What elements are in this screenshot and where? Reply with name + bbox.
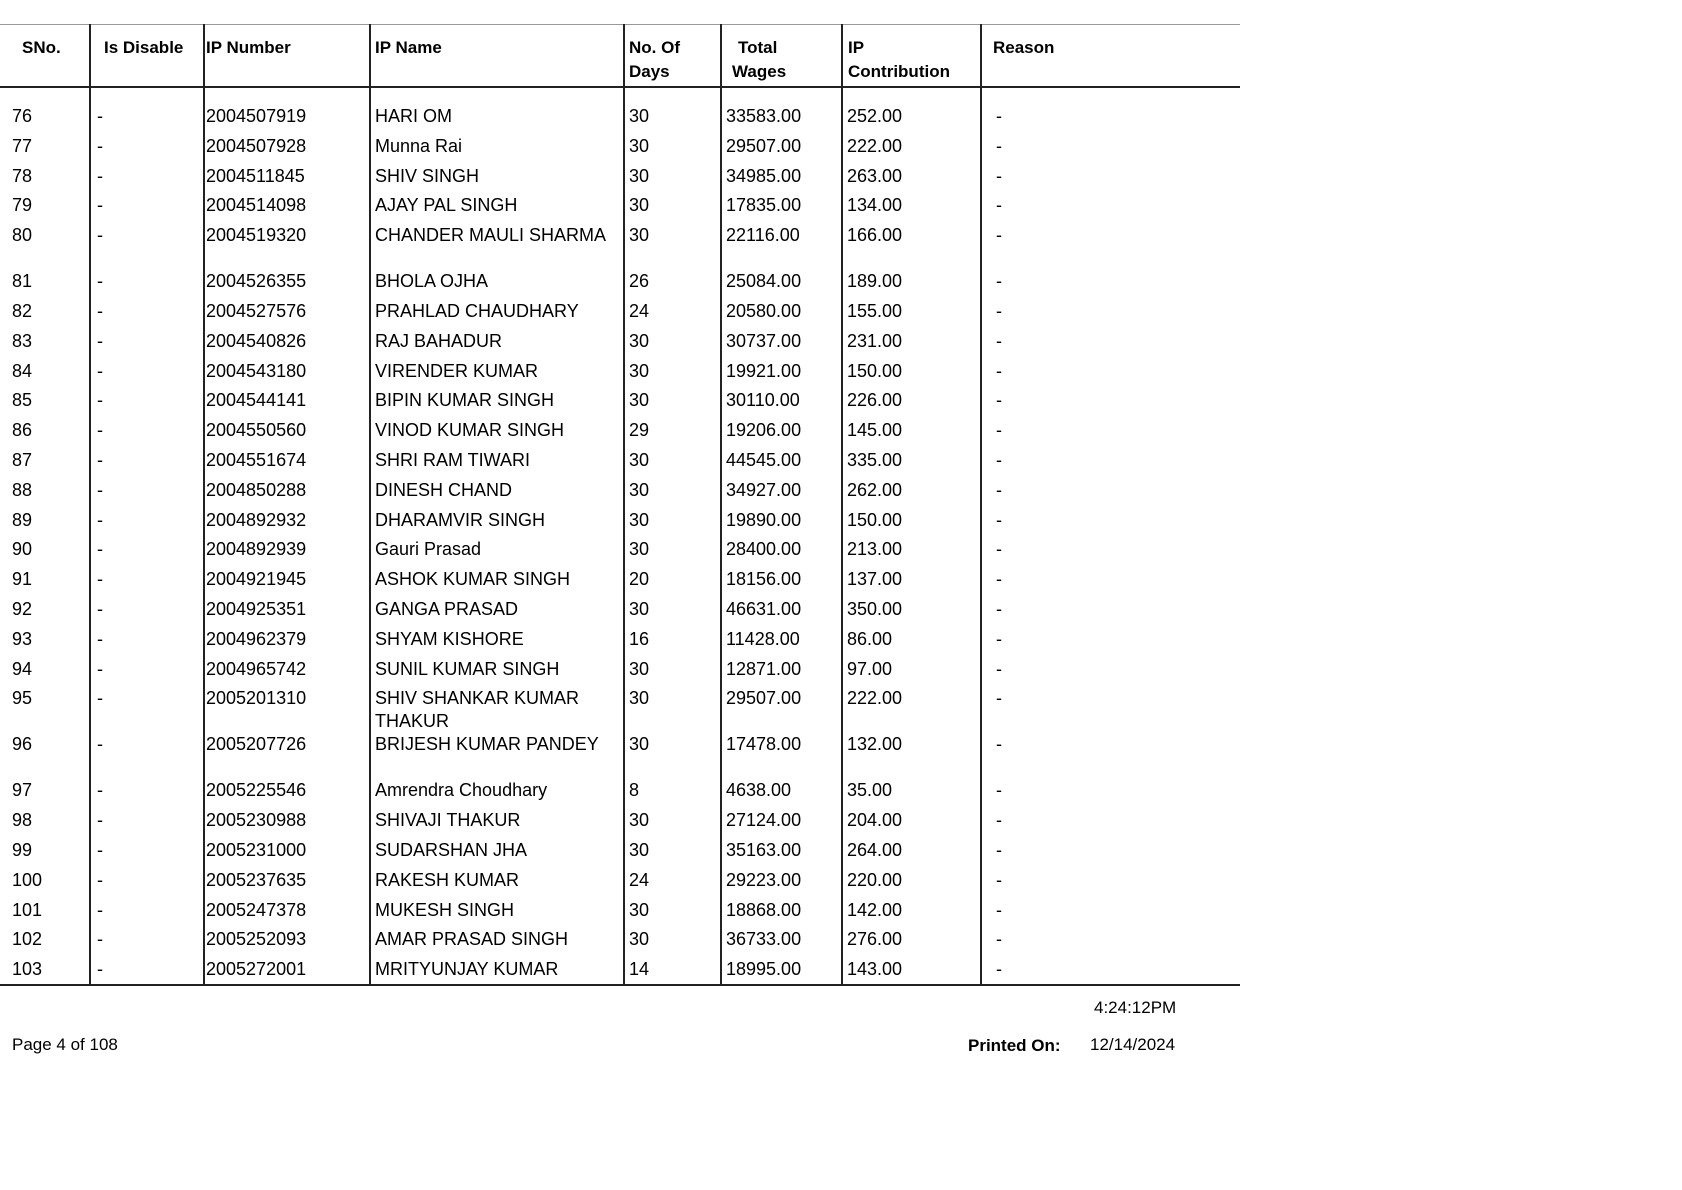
cell-ip-name: AJAY PAL SINGH xyxy=(375,195,518,216)
cell-days: 30 xyxy=(629,225,650,246)
cell-ip-number: 2004507928 xyxy=(206,135,307,156)
header-ip-number: IP Number xyxy=(206,38,291,57)
cell-reason: - xyxy=(996,330,1002,351)
cell-ip-name: BIPIN KUMAR SINGH xyxy=(375,390,555,411)
cell-ip-name: SHIV SHANKAR KUMAR THAKUR xyxy=(375,688,580,732)
cell-sno: 79 xyxy=(12,195,33,216)
cell-ip-number: 2004965742 xyxy=(206,658,307,679)
cell-sno: 91 xyxy=(12,569,33,590)
cell-ip-name: GANGA PRASAD xyxy=(375,599,519,619)
header-wages-line2: Wages xyxy=(732,62,787,81)
cell-days: 24 xyxy=(629,301,650,321)
cell-is-disable: - xyxy=(97,810,103,831)
cell-reason: - xyxy=(996,599,1002,619)
cell-ip-number: 2005201310 xyxy=(206,688,307,709)
cell-is-disable: - xyxy=(97,688,103,709)
cell-ip-contribution: 143.00 xyxy=(847,959,903,980)
header-is-disable: Is Disable xyxy=(104,38,184,57)
cell-days: 30 xyxy=(629,929,650,950)
cell-sno: 84 xyxy=(12,360,33,381)
cell-total-wages: 28400.00 xyxy=(726,539,802,560)
cell-is-disable: - xyxy=(97,840,103,860)
cell-days: 30 xyxy=(629,810,650,831)
cell-is-disable: - xyxy=(97,539,103,560)
cell-total-wages: 19206.00 xyxy=(726,420,802,441)
cell-ip-name: PRAHLAD CHAUDHARY xyxy=(375,301,579,321)
cell-sno: 89 xyxy=(12,509,33,530)
header-total-wages xyxy=(732,36,787,84)
cell-total-wages: 36733.00 xyxy=(726,929,802,950)
cell-reason: - xyxy=(996,165,1002,186)
cell-days: 30 xyxy=(629,330,650,351)
cell-is-disable: - xyxy=(97,225,103,246)
cell-ip-contribution: 263.00 xyxy=(847,165,903,186)
cell-reason: - xyxy=(996,840,1002,860)
cell-reason: - xyxy=(996,658,1002,679)
cell-ip-name: DINESH CHAND xyxy=(375,479,513,500)
cell-is-disable: - xyxy=(97,360,103,381)
cell-ip-contribution: 220.00 xyxy=(847,869,903,890)
cell-reason: - xyxy=(996,106,1002,126)
cell-reason: - xyxy=(996,628,1002,649)
cell-sno: 92 xyxy=(12,599,33,619)
cell-total-wages: 44545.00 xyxy=(726,450,802,470)
cell-sno: 88 xyxy=(12,479,33,500)
column-divider xyxy=(980,24,982,986)
cell-reason: - xyxy=(996,450,1002,470)
cell-ip-name: DHARAMVIR SINGH xyxy=(375,509,546,530)
cell-is-disable: - xyxy=(97,658,103,679)
cell-is-disable: - xyxy=(97,899,103,920)
cell-days: 30 xyxy=(629,599,650,619)
cell-ip-name: Munna Rai xyxy=(375,135,463,156)
cell-reason: - xyxy=(996,225,1002,246)
cell-sno: 81 xyxy=(12,271,33,292)
cell-ip-name: BRIJESH KUMAR PANDEY xyxy=(375,734,599,755)
header-reason: Reason xyxy=(993,38,1055,57)
cell-ip-name: SUDARSHAN JHA xyxy=(375,840,528,860)
cell-sno: 101 xyxy=(12,899,43,920)
cell-reason: - xyxy=(996,390,1002,411)
cell-total-wages: 18868.00 xyxy=(726,899,802,920)
cell-ip-number: 2005237635 xyxy=(206,869,307,890)
cell-ip-contribution: 86.00 xyxy=(847,628,893,649)
cell-reason: - xyxy=(996,959,1002,980)
cell-days: 30 xyxy=(629,165,650,186)
column-divider xyxy=(623,24,625,986)
cell-reason: - xyxy=(996,509,1002,530)
table-bottom-border xyxy=(0,984,1240,986)
cell-is-disable: - xyxy=(97,959,103,980)
cell-ip-number: 2004551674 xyxy=(206,450,307,470)
cell-ip-name: HARI OM xyxy=(375,106,453,126)
header-days xyxy=(629,36,680,84)
cell-ip-contribution: 222.00 xyxy=(847,688,903,709)
header-ip-contribution xyxy=(848,36,950,84)
cell-reason: - xyxy=(996,929,1002,950)
cell-days: 30 xyxy=(629,106,650,126)
cell-ip-name: SUNIL KUMAR SINGH xyxy=(375,658,560,679)
cell-days: 30 xyxy=(629,479,650,500)
cell-ip-name: RAJ BAHADUR xyxy=(375,330,503,351)
cell-total-wages: 11428.00 xyxy=(726,628,800,649)
cell-total-wages: 35163.00 xyxy=(726,840,802,860)
cell-days: 30 xyxy=(629,360,650,381)
cell-is-disable: - xyxy=(97,330,103,351)
cell-total-wages: 17835.00 xyxy=(726,195,802,216)
cell-ip-name: SHYAM KISHORE xyxy=(375,628,524,649)
cell-ip-number: 2005225546 xyxy=(206,780,307,801)
cell-total-wages: 29507.00 xyxy=(726,135,802,156)
cell-is-disable: - xyxy=(97,301,103,321)
header-bottom-border xyxy=(0,86,1240,88)
cell-sno: 80 xyxy=(12,225,33,246)
cell-ip-contribution: 335.00 xyxy=(847,450,903,470)
cell-ip-contribution: 137.00 xyxy=(847,569,903,590)
cell-is-disable: - xyxy=(97,509,103,530)
cell-ip-contribution: 350.00 xyxy=(847,599,903,619)
cell-ip-name: AMAR PRASAD SINGH xyxy=(375,929,569,950)
header-sno: SNo. xyxy=(22,38,61,57)
print-date: 12/14/2024 xyxy=(1090,1035,1176,1054)
cell-is-disable: - xyxy=(97,195,103,216)
cell-days: 29 xyxy=(629,420,650,441)
table-top-border xyxy=(0,24,1240,25)
cell-total-wages: 4638.00 xyxy=(726,780,792,801)
cell-days: 30 xyxy=(629,195,650,216)
cell-ip-name: SHIVAJI THAKUR xyxy=(375,810,521,831)
cell-is-disable: - xyxy=(97,390,103,411)
cell-total-wages: 20580.00 xyxy=(726,301,802,321)
cell-ip-number: 2005231000 xyxy=(206,840,307,860)
cell-ip-contribution: 252.00 xyxy=(847,106,903,126)
cell-ip-contribution: 262.00 xyxy=(847,479,903,500)
cell-is-disable: - xyxy=(97,450,103,470)
cell-sno: 90 xyxy=(12,539,33,560)
cell-is-disable: - xyxy=(97,929,103,950)
cell-is-disable: - xyxy=(97,569,103,590)
cell-sno: 95 xyxy=(12,688,33,709)
cell-ip-contribution: 276.00 xyxy=(847,929,903,950)
cell-reason: - xyxy=(996,360,1002,381)
cell-sno: 85 xyxy=(12,390,33,411)
cell-ip-number: 2005247378 xyxy=(206,899,307,920)
printed-on-label: Printed On: xyxy=(968,1036,1061,1055)
cell-ip-contribution: 155.00 xyxy=(847,301,903,321)
header-days-line1: No. Of xyxy=(629,38,680,57)
cell-ip-contribution: 231.00 xyxy=(847,330,903,351)
cell-total-wages: 18995.00 xyxy=(726,959,802,980)
cell-total-wages: 18156.00 xyxy=(726,569,802,590)
cell-is-disable: - xyxy=(97,780,103,801)
cell-ip-name: VIRENDER KUMAR xyxy=(375,360,539,381)
cell-ip-number: 2004526355 xyxy=(206,271,307,292)
cell-days: 30 xyxy=(629,135,650,156)
cell-total-wages: 30737.00 xyxy=(726,330,802,351)
cell-ip-name: RAKESH KUMAR xyxy=(375,869,520,890)
cell-days: 30 xyxy=(629,539,650,560)
cell-sno: 97 xyxy=(12,780,33,801)
cell-total-wages: 19890.00 xyxy=(726,509,802,530)
cell-ip-number: 2005272001 xyxy=(206,959,307,980)
cell-reason: - xyxy=(996,688,1002,709)
header-wages-line1: Total xyxy=(738,38,778,57)
cell-ip-number: 2004921945 xyxy=(206,569,307,590)
cell-ip-name: MUKESH SINGH xyxy=(375,899,515,920)
cell-ip-contribution: 35.00 xyxy=(847,780,893,801)
column-divider xyxy=(89,24,91,986)
cell-reason: - xyxy=(996,539,1002,560)
cell-ip-name: VINOD KUMAR SINGH xyxy=(375,420,565,441)
column-divider xyxy=(369,24,371,986)
cell-ip-name: CHANDER MAULI SHARMA xyxy=(375,225,607,246)
cell-ip-contribution: 150.00 xyxy=(847,509,903,530)
cell-sno: 87 xyxy=(12,450,33,470)
cell-ip-number: 2004850288 xyxy=(206,479,307,500)
cell-days: 16 xyxy=(629,628,650,649)
cell-days: 26 xyxy=(629,271,650,292)
cell-is-disable: - xyxy=(97,106,103,126)
cell-ip-name: MRITYUNJAY KUMAR xyxy=(375,959,559,980)
cell-ip-number: 2004507919 xyxy=(206,106,307,126)
cell-sno: 94 xyxy=(12,658,33,679)
cell-ip-name: Amrendra Choudhary xyxy=(375,780,548,801)
cell-days: 30 xyxy=(629,390,650,411)
cell-sno: 86 xyxy=(12,420,33,441)
cell-is-disable: - xyxy=(97,599,103,619)
cell-ip-number: 2004925351 xyxy=(206,599,307,619)
cell-ip-name: Gauri Prasad xyxy=(375,539,482,560)
cell-ip-contribution: 132.00 xyxy=(847,734,903,755)
cell-sno: 83 xyxy=(12,330,33,351)
cell-ip-number: 2005207726 xyxy=(206,734,307,755)
cell-ip-name: BHOLA OJHA xyxy=(375,271,489,292)
cell-ip-contribution: 145.00 xyxy=(847,420,903,441)
cell-ip-contribution: 222.00 xyxy=(847,135,903,156)
cell-ip-number: 2004519320 xyxy=(206,225,307,246)
cell-reason: - xyxy=(996,569,1002,590)
cell-total-wages: 17478.00 xyxy=(726,734,802,755)
cell-is-disable: - xyxy=(97,479,103,500)
cell-ip-contribution: 97.00 xyxy=(847,658,893,679)
cell-ip-number: 2004962379 xyxy=(206,628,307,649)
cell-sno: 82 xyxy=(12,301,33,321)
cell-ip-contribution: 150.00 xyxy=(847,360,903,381)
cell-sno: 77 xyxy=(12,135,33,156)
cell-sno: 96 xyxy=(12,734,33,755)
cell-total-wages: 46631.00 xyxy=(726,599,802,619)
cell-ip-number: 2004892932 xyxy=(206,509,307,530)
cell-total-wages: 34927.00 xyxy=(726,479,802,500)
cell-total-wages: 34985.00 xyxy=(726,165,802,186)
cell-ip-number: 2004892939 xyxy=(206,539,307,560)
cell-days: 30 xyxy=(629,688,650,709)
header-days-line2: Days xyxy=(629,62,670,81)
cell-total-wages: 30110.00 xyxy=(726,390,800,411)
cell-ip-contribution: 142.00 xyxy=(847,899,903,920)
cell-days: 30 xyxy=(629,450,650,470)
cell-ip-contribution: 166.00 xyxy=(847,225,903,246)
cell-ip-contribution: 204.00 xyxy=(847,810,903,831)
cell-is-disable: - xyxy=(97,165,103,186)
cell-ip-number: 2004550560 xyxy=(206,420,307,441)
header-ip-name: IP Name xyxy=(375,38,442,57)
cell-days: 30 xyxy=(629,840,650,860)
cell-is-disable: - xyxy=(97,869,103,890)
cell-sno: 100 xyxy=(12,869,43,890)
cell-reason: - xyxy=(996,195,1002,216)
cell-total-wages: 29223.00 xyxy=(726,869,802,890)
cell-reason: - xyxy=(996,780,1002,801)
column-divider xyxy=(203,24,205,986)
cell-sno: 103 xyxy=(12,959,43,980)
cell-total-wages: 12871.00 xyxy=(726,658,802,679)
cell-sno: 78 xyxy=(12,165,33,186)
column-divider xyxy=(841,24,843,986)
cell-ip-contribution: 226.00 xyxy=(847,390,903,411)
cell-reason: - xyxy=(996,899,1002,920)
cell-days: 30 xyxy=(629,734,650,755)
cell-reason: - xyxy=(996,420,1002,441)
cell-ip-number: 2004511845 xyxy=(206,165,305,186)
cell-ip-number: 2004527576 xyxy=(206,301,307,321)
cell-reason: - xyxy=(996,135,1002,156)
cell-is-disable: - xyxy=(97,420,103,441)
cell-ip-contribution: 189.00 xyxy=(847,271,903,292)
cell-reason: - xyxy=(996,479,1002,500)
cell-ip-number: 2004540826 xyxy=(206,330,307,351)
cell-days: 30 xyxy=(629,509,650,530)
cell-sno: 76 xyxy=(12,106,33,126)
cell-ip-name: SHRI RAM TIWARI xyxy=(375,450,531,470)
cell-ip-number: 2004514098 xyxy=(206,195,307,216)
cell-ip-contribution: 264.00 xyxy=(847,840,903,860)
cell-days: 30 xyxy=(629,658,650,679)
cell-ip-name: SHIV SINGH xyxy=(375,165,480,186)
cell-days: 14 xyxy=(629,959,650,980)
cell-ip-number: 2004544141 xyxy=(206,390,307,411)
cell-reason: - xyxy=(996,734,1002,755)
cell-reason: - xyxy=(996,869,1002,890)
cell-is-disable: - xyxy=(97,135,103,156)
cell-total-wages: 22116.00 xyxy=(726,225,800,246)
cell-ip-name: ASHOK KUMAR SINGH xyxy=(375,569,571,590)
cell-days: 30 xyxy=(629,899,650,920)
cell-days: 8 xyxy=(629,780,640,801)
cell-total-wages: 19921.00 xyxy=(726,360,802,381)
cell-ip-contribution: 134.00 xyxy=(847,195,903,216)
cell-sno: 99 xyxy=(12,840,33,860)
cell-reason: - xyxy=(996,271,1002,292)
cell-sno: 102 xyxy=(12,929,43,950)
cell-total-wages: 25084.00 xyxy=(726,271,802,292)
cell-is-disable: - xyxy=(97,271,103,292)
cell-ip-contribution: 213.00 xyxy=(847,539,903,560)
header-contrib-line2: Contribution xyxy=(848,62,950,81)
cell-total-wages: 29507.00 xyxy=(726,688,802,709)
page-number: Page 4 of 108 xyxy=(12,1035,118,1054)
cell-total-wages: 33583.00 xyxy=(726,106,802,126)
cell-ip-number: 2005252093 xyxy=(206,929,307,950)
cell-is-disable: - xyxy=(97,628,103,649)
cell-total-wages: 27124.00 xyxy=(726,810,802,831)
cell-days: 20 xyxy=(629,569,650,590)
cell-sno: 98 xyxy=(12,810,33,831)
cell-ip-number: 2005230988 xyxy=(206,810,307,831)
column-divider xyxy=(720,24,722,986)
cell-ip-number: 2004543180 xyxy=(206,360,307,381)
cell-sno: 93 xyxy=(12,628,33,649)
header-contrib-line1: IP xyxy=(848,38,865,57)
cell-reason: - xyxy=(996,810,1002,831)
cell-is-disable: - xyxy=(97,734,103,755)
cell-reason: - xyxy=(996,301,1002,321)
print-time: 4:24:12PM xyxy=(1094,998,1177,1017)
cell-days: 24 xyxy=(629,869,650,890)
